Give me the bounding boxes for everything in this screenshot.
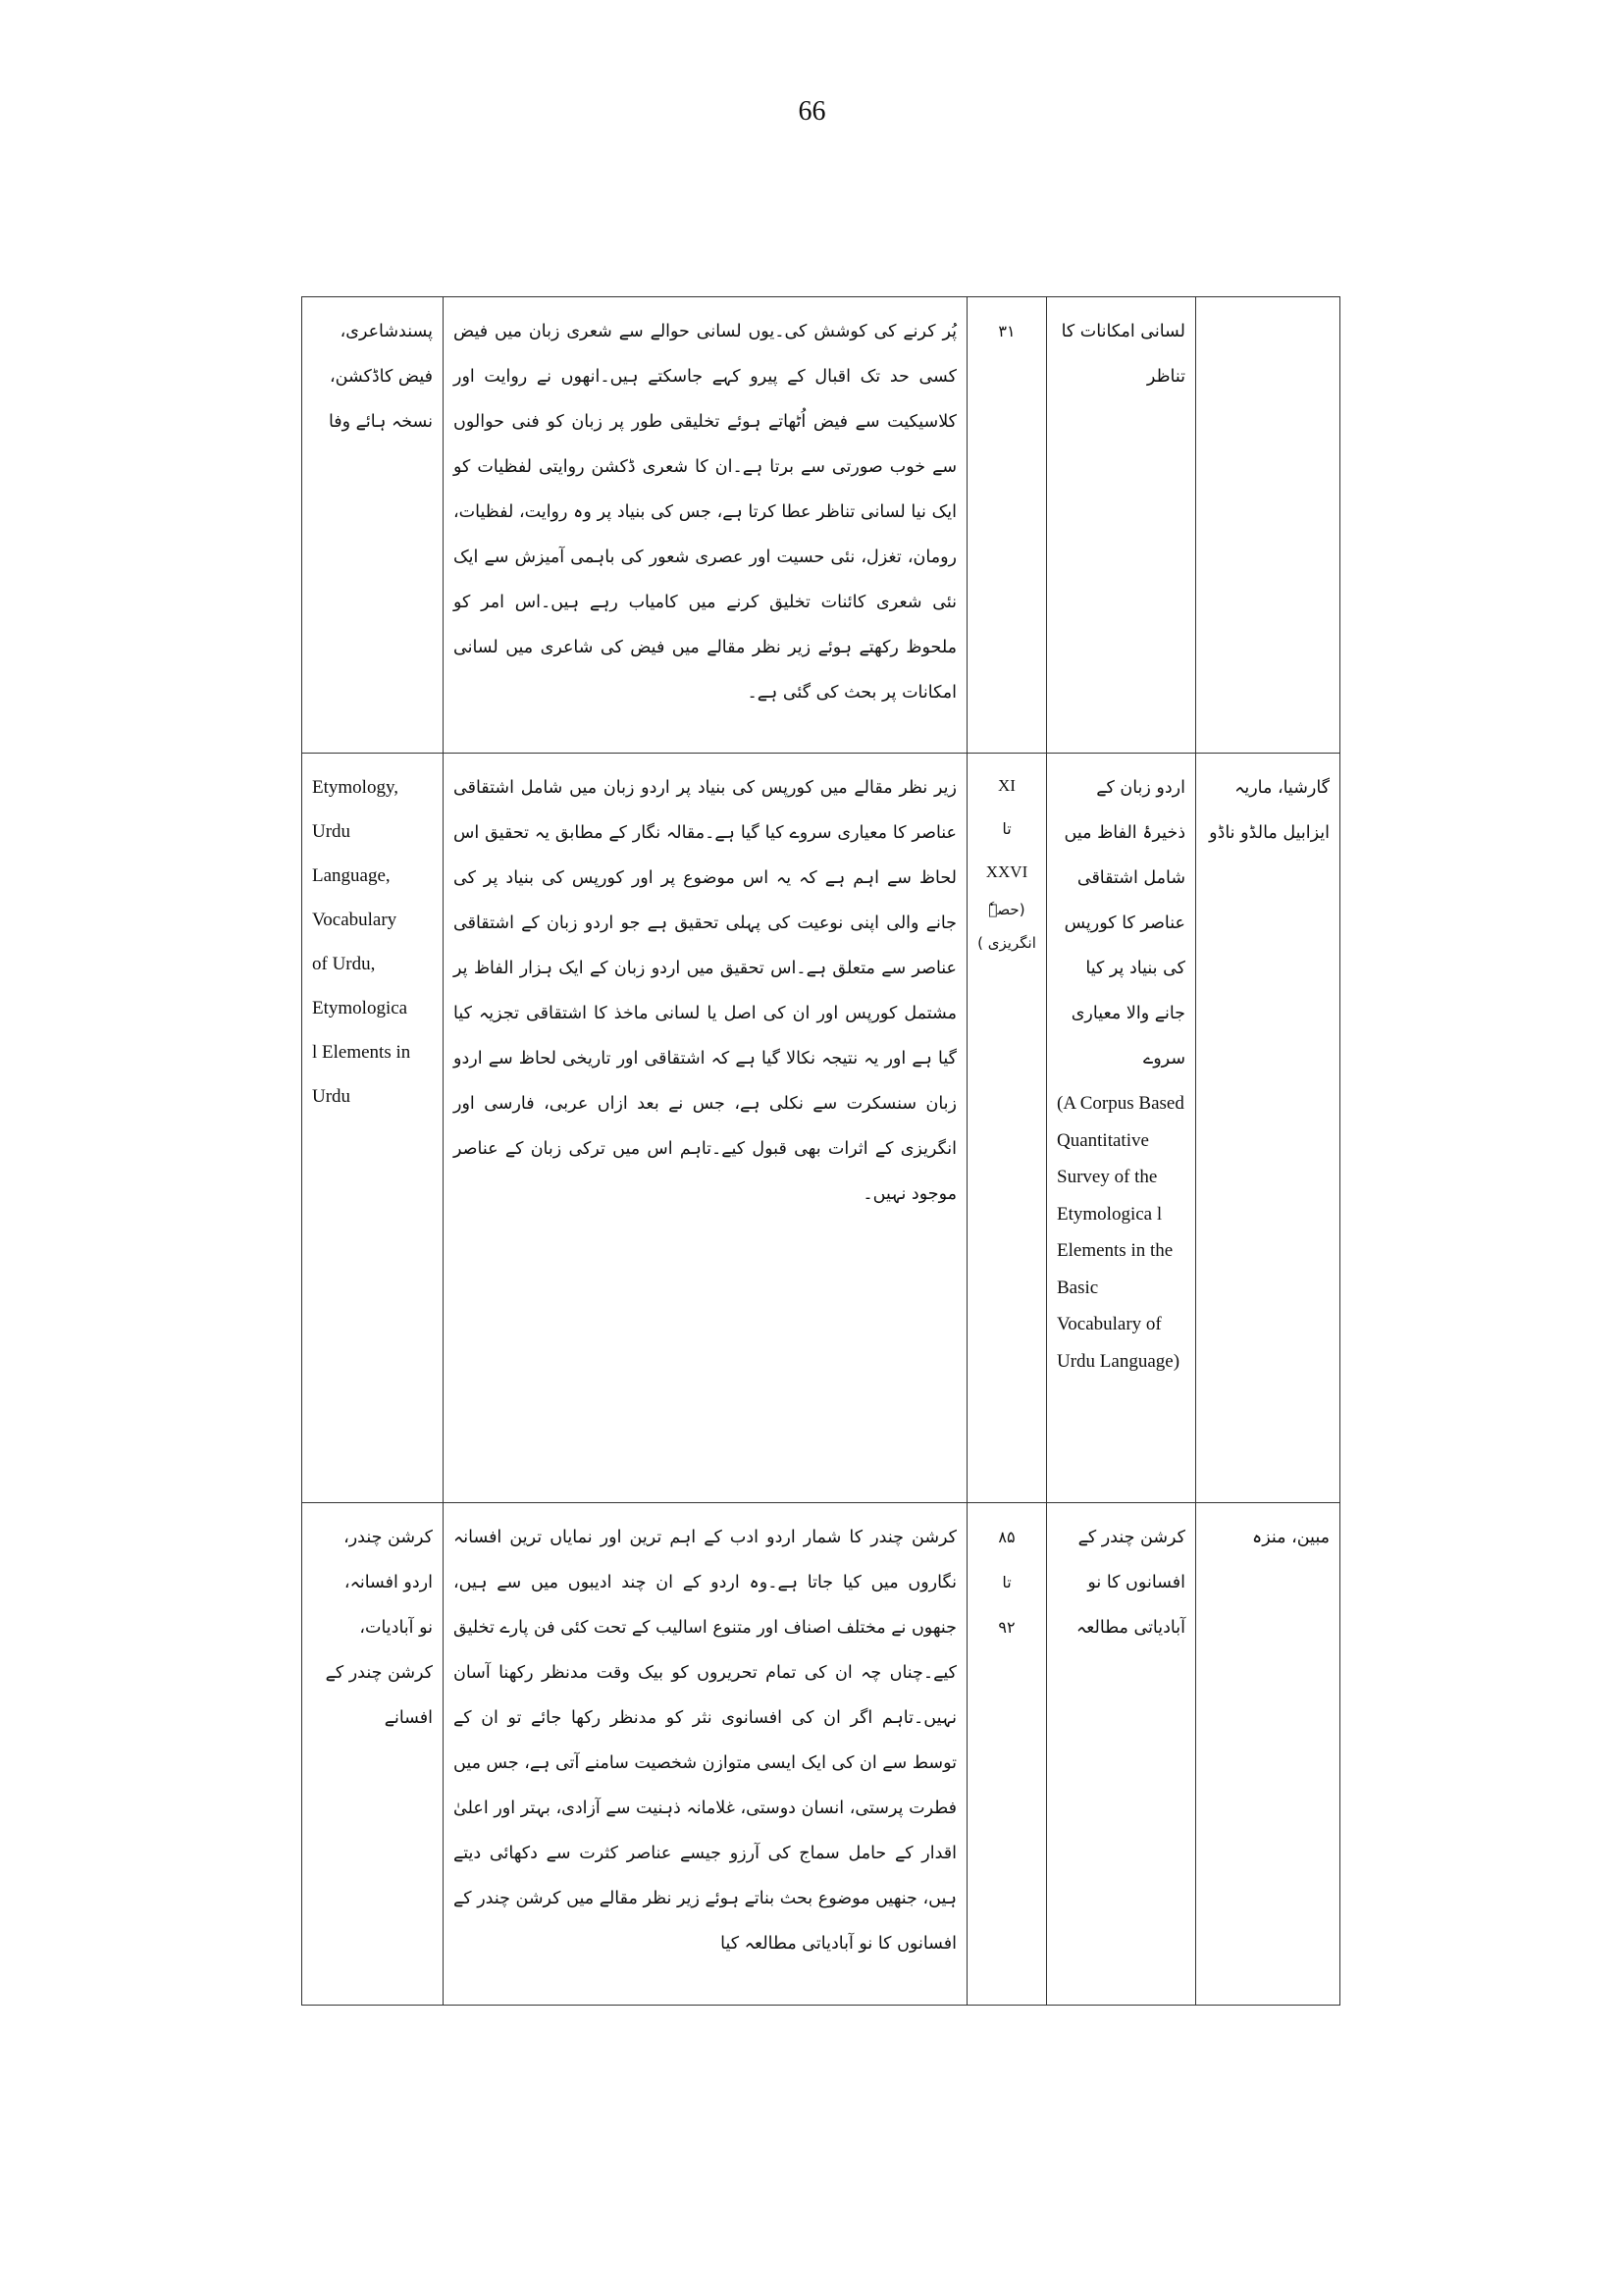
abstract-cell [444, 1503, 968, 2006]
table-row [302, 754, 1340, 1503]
page-range-end: ۹۲ [998, 1618, 1016, 1637]
page-range-separator: تا [1002, 819, 1012, 838]
page-range-end: XXVI [985, 862, 1028, 881]
table-row [302, 1503, 1340, 2006]
abstract-text: کرشن چندر کا شمار اردو ادب کے اہم ترین اور نمایاں ترین افسانہ نگاروں میں کیا جاتا ہے۔وہ اردو کے ان چند ادیبوں میں سے ہیں، جنھوں نے مختلف اصناف اور متنوع اسالیب کے تحت کئی فن پارے تخلیق کیے۔چناں چہ ان کی تمام تحریروں کو بیک وقت مدنظر رکھنا آسان نہیں۔تاہم اگر ان کی افسانوی نثر کو مدنظر رکھا جائے تو ان کے توسط سے ان کی ایک ایسی متوازن شخصیت سامنے آتی ہے، جس میں فطرت پرستی، انسان دوستی، غلامانہ ذہنیت سے آزادی، بہتر اور اعلیٰ اقدار کے حامل سماج کی آرزو جیسے عناصر کثرت سے دکھائی دیتے ہیں، جنھیں موضوع بحث بناتے ہوئے زیر نظر مقالے میں کرشن چندر کے افسانوں کا نو آبادیاتی مطالعہ کیا [453, 1528, 957, 1954]
keywords-cell [302, 297, 444, 754]
keywords-cell [302, 754, 444, 1503]
article-index-table [301, 296, 1340, 2006]
keyword: Language, [312, 865, 391, 886]
keyword: کرشن چندر، [343, 1528, 433, 1547]
page-range-start: XI [998, 776, 1016, 795]
keyword: Vocabulary [312, 910, 397, 930]
pages-section-note: (حصہٗ انگریزی ) [977, 901, 1036, 952]
keyword: نو آبادیات، [359, 1618, 433, 1638]
author-name: گارشیا، ماریہ ایزابیل مالڈو ناڈو [1209, 778, 1330, 843]
title-cell [1047, 754, 1196, 1503]
author-cell [1196, 1503, 1340, 2006]
title-cell [1047, 1503, 1196, 2006]
keyword: Etymologica [312, 998, 408, 1018]
pages-cell [968, 297, 1047, 754]
keyword: اردو افسانہ، [343, 1573, 433, 1592]
keyword: Etymology, [312, 777, 398, 798]
abstract-cell [444, 754, 968, 1503]
pages-cell [968, 1503, 1047, 2006]
keywords-list [312, 765, 433, 1119]
abstract-text: پُر کرنے کی کوشش کی۔یوں لسانی حوالے سے شعری زبان میں فیض کسی حد تک اقبال کے پیرو کہے جاسکتے ہیں۔انھوں نے روایت اور کلاسیکیت سے فیض اُٹھاتے ہوئے تخلیقی طور پر زبان کو فنی حوالوں سے خوب صورتی سے برتا ہے۔ان کا شعری ڈکشن روایتی لفظیات کو ایک نیا لسانی تناظر عطا کرتا ہے، جس کی بنیاد پر وہ روایت، لفظیات، رومان، تغزل، نئی حسیت اور عصری شعور کی باہمی آمیزش سے ایک نئی شعری کائنات تخلیق کرنے میں کامیاب رہے ہیں۔اس امر کو ملحوظ رکھتے ہوئے زیر نظر مقالے میں فیض کی شاعری میں لسانی امکانات پر بحث کی گئی ہے۔ [453, 322, 957, 703]
keywords-list [312, 309, 433, 444]
title-cell [1047, 297, 1196, 754]
keywords-list [312, 1515, 433, 1741]
page-range-start: ۸۵ [998, 1528, 1016, 1546]
keyword: نسخہ ہائے وفا [328, 412, 433, 432]
author-name: مبین، منزہ [1251, 1528, 1330, 1547]
keyword: کرشن چندر کے [325, 1663, 433, 1683]
keywords-cell [302, 1503, 444, 2006]
article-title-english: (A Corpus Based Quantitative Survey of the Etymologica l Elements in the Basic Vocabulary of Urdu Language) [1057, 1093, 1184, 1372]
page-range-start: ۳۱ [998, 322, 1016, 340]
keyword: l Elements in [312, 1042, 411, 1063]
author-cell [1196, 297, 1340, 754]
keyword: of Urdu, [312, 954, 376, 974]
abstract-cell [444, 297, 968, 754]
page-range-separator: تا [1002, 1573, 1012, 1591]
keyword: افسانے [384, 1708, 433, 1728]
article-title: اردو زبان کے ذخیرۂ الفاظ میں شامل اشتقاقی عناصر کا کورپس کی بنیاد پر کیا جانے والا معیاری سروے [1064, 778, 1185, 1069]
author-cell [1196, 754, 1340, 1503]
keyword: پسندشاعری، [340, 322, 433, 341]
keyword: Urdu [312, 821, 351, 842]
article-title: لسانی امکانات کا تناظر [1061, 322, 1185, 387]
table-row [302, 297, 1340, 754]
abstract-text: زیر نظر مقالے میں کورپس کی بنیاد پر اردو زبان میں شامل اشتقاقی عناصر کا معیاری سروے کیا گیا ہے۔مقالہ نگار کے مطابق یہ تحقیق اس لحاظ سے اہم ہے کہ یہ اس موضوع پر اور کورپس کی بنیاد پر کی جانے والی اپنی نوعیت کی پہلی تحقیق ہے جو اردو زبان کے اشتقاقی عناصر سے متعلق ہے۔اس تحقیق میں اردو زبان کے ایک ہزار الفاظ پر مشتمل کورپس اور ان کی اصل یا لسانی ماخذ کا اشتقاقی تجزیہ کیا گیا ہے اور یہ نتیجہ نکالا گیا ہے کہ اشتقاقی اور تاریخی لحاظ سے اردو زبان سنسکرت سے نکلی ہے، جس نے بعد ازاں عربی، فارسی اور انگریزی کے اثرات بھی قبول کیے۔تاہم اس میں ترکی زبان کے عناصر موجود نہیں۔ [453, 778, 957, 1204]
page-number: 66 [798, 96, 826, 127]
pages-cell [968, 754, 1047, 1503]
keyword: فیض کاڈکشن، [329, 367, 433, 387]
article-title: کرشن چندر کے افسانوں کا نو آبادیاتی مطالعہ [1075, 1528, 1185, 1638]
keyword: Urdu [312, 1086, 351, 1107]
